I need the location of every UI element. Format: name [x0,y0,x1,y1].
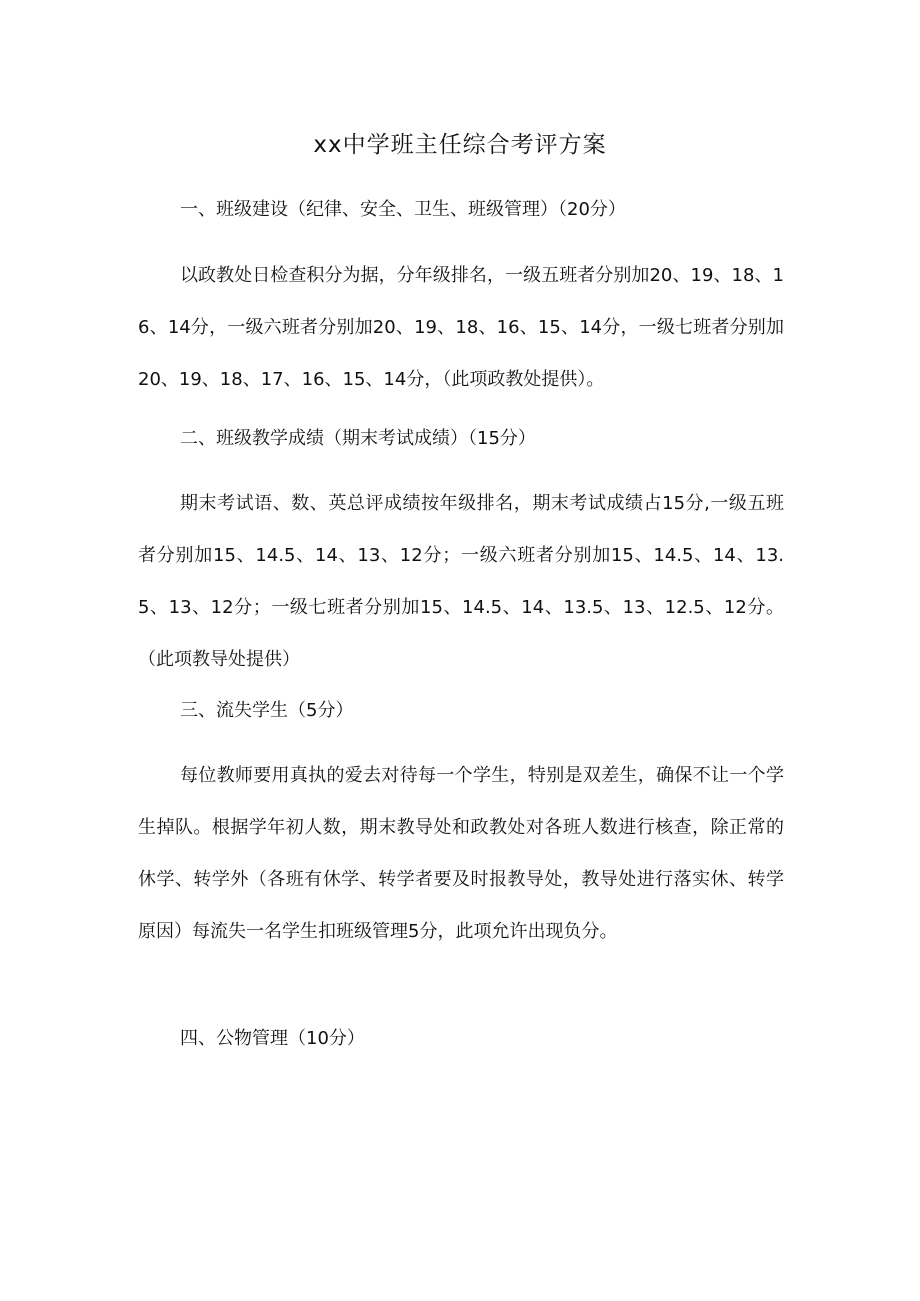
section-heading-class-building: 一、班级建设（纪律、安全、卫生、班级管理）（20分） [180,199,626,220]
section-body-student-dropout: 每位教师要用真执的爱去对待每一个学生，特别是双差生，确保不让一个学生掉队。根据学年初人数，期末教导处和政教处对各班人数进行核查，除正常的休学、转学外（各班有休学、转学者要及时报教导处，教导处进行落实休、转学原因）每流失一名学生扣班级管理5分，此项允许出现负分。 [138,765,784,942]
section-heading-teaching-results: 二、班级教学成绩（期末考试成绩）（15分） [180,428,536,449]
section-body-teaching-results: 期末考试语、数、英总评成绩按年级排名，期末考试成绩占15分,一级五班者分别加15、14.5、14、13、12分；一级六班者分别加15、14.5、14、13.5、13、12分；一级七班者分别加15、14.5、14、13.5、13、12.5、12分。（此项教导处提供） [138,493,784,670]
section-body-class-building: 以政教处日检查积分为据，分年级排名，一级五班者分别加20、19、18、16、14分，一级六班者分别加20、19、18、16、15、14分，一级七班者分别加20、19、18、17、16、15、14分，（此项政教处提供）。 [138,265,784,390]
section-heading-student-dropout: 三、流失学生（5分） [180,700,354,721]
document-title: xx中学班主任综合考评方案 [313,132,607,158]
section-heading-public-property: 四、公物管理（10分） [180,1028,365,1049]
